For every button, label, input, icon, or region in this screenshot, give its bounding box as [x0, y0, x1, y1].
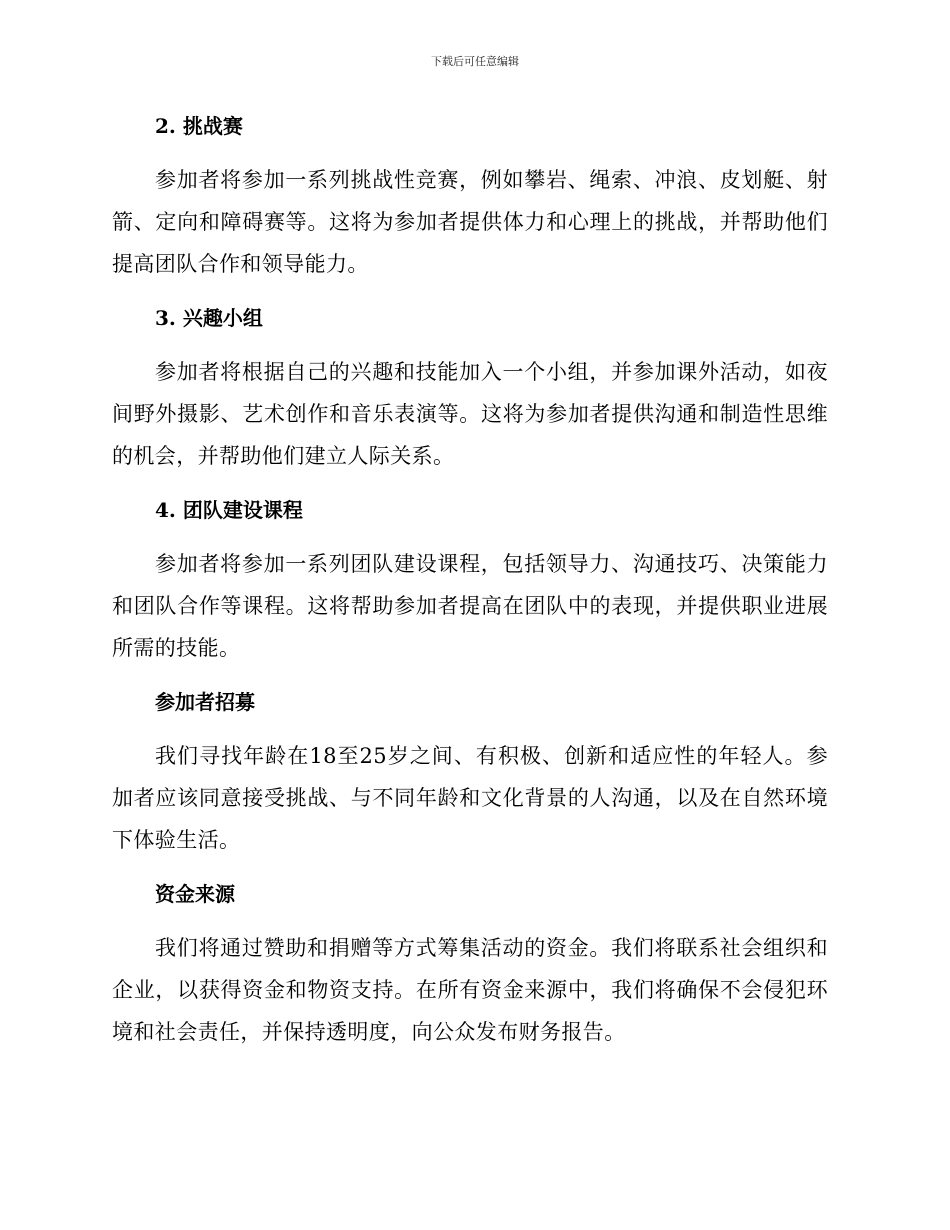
section-team-building	[112, 493, 828, 669]
section-recruitment	[112, 685, 828, 861]
section-heading: 参加者招募	[155, 690, 255, 714]
section-paragraph: 参加者将参加一系列挑战性竞赛，例如攀岩、绳索、冲浪、皮划艇、射箭、定向和障碍赛等。这将为参加者提供体力和心理上的挑战，并帮助他们提高团队合作和领导能力。	[112, 168, 828, 276]
document-body	[112, 109, 828, 1069]
page-header: 下载后可任意编辑	[431, 55, 519, 68]
section-paragraph: 参加者将参加一系列团队建设课程，包括领导力、沟通技巧、决策能力和团队合作等课程。这将帮助参加者提高在团队中的表现，并提供职业进展所需的技能。	[112, 552, 828, 660]
section-heading: 2. 挑战赛	[155, 114, 243, 138]
section-heading: 3. 兴趣小组	[155, 306, 263, 330]
section-challenge	[112, 109, 828, 285]
section-paragraph: 我们将通过赞助和捐赠等方式筹集活动的资金。我们将联系社会组织和企业，以获得资金和物资支持。在所有资金来源中，我们将确保不会侵犯环境和社会责任，并保持透明度，向公众发布财务报告。	[112, 936, 828, 1044]
section-paragraph: 参加者将根据自己的兴趣和技能加入一个小组，并参加课外活动，如夜间野外摄影、艺术创作和音乐表演等。这将为参加者提供沟通和制造性思维的机会，并帮助他们建立人际关系。	[112, 360, 828, 468]
section-heading: 资金来源	[155, 882, 235, 906]
section-paragraph: 我们寻找年龄在18至25岁之间、有积极、创新和适应性的年轻人。参加者应该同意接受挑战、与不同年龄和文化背景的人沟通，以及在自然环境下体验生活。	[112, 744, 828, 852]
section-interest-groups	[112, 301, 828, 477]
section-funding	[112, 877, 828, 1053]
section-heading: 4. 团队建设课程	[155, 498, 303, 522]
